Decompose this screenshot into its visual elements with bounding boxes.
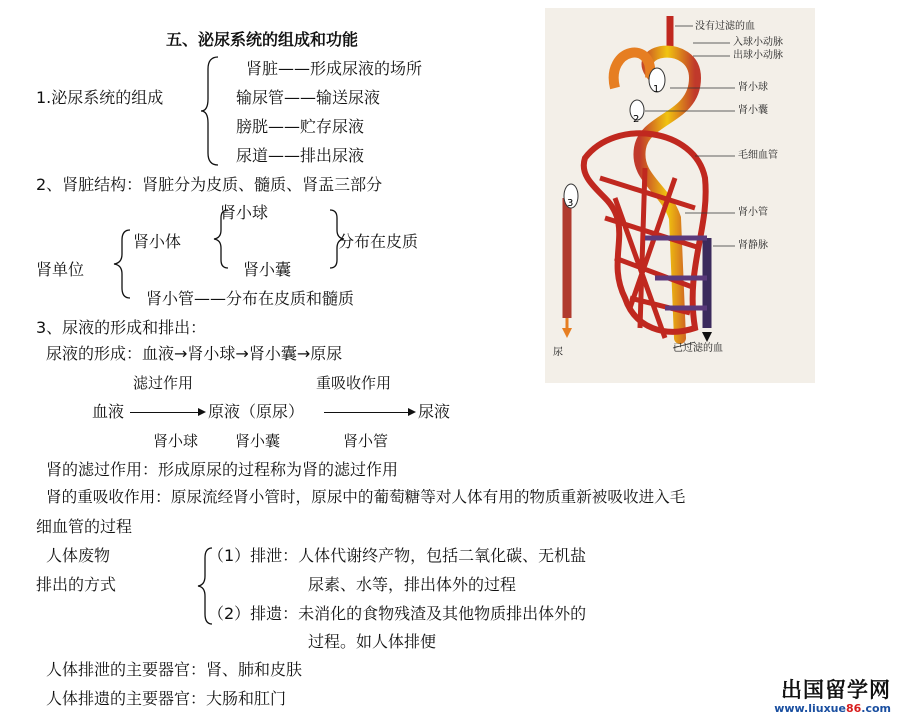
capsule-text: 肾小囊 <box>243 260 292 279</box>
label-capsule: 肾小囊 <box>738 105 768 116</box>
label-unfiltered-blood: 没有过滤的血 <box>695 21 755 32</box>
cortex-note: 分布在皮质 <box>338 232 419 251</box>
label-urine: 尿 <box>553 347 563 358</box>
formation-text: 尿液的形成：血液→肾小球→肾小囊→原尿 <box>46 344 343 363</box>
under-capsule: 肾小囊 <box>235 432 281 450</box>
logo-text: 出国留学网 <box>781 678 891 702</box>
section3-label: 3、尿液的形成和排出： <box>36 318 207 337</box>
reabsorption-label: 重吸收作用 <box>316 374 392 392</box>
label-afferent: 入球小动脉 <box>733 37 783 48</box>
reabsorption-definition-1: 肾的重吸收作用：原尿流经肾小管时，原尿中的葡萄糖等对人体有用的物质重新被吸收进入毛 <box>46 488 686 506</box>
filtration-label: 滤过作用 <box>133 374 194 392</box>
nephron-brace <box>112 228 134 300</box>
corpuscle-text: 肾小体 <box>133 232 182 251</box>
glomerulus-text: 肾小球 <box>220 203 269 222</box>
flow-arrow-1 <box>130 412 204 413</box>
egestion-line-2: 过程。如人体排便 <box>308 632 437 651</box>
excretion-organs: 人体排泄的主要器官：肾、肺和皮肤 <box>46 660 303 679</box>
label-glomerulus: 肾小球 <box>738 82 768 93</box>
section1-brace <box>200 55 222 167</box>
waste-label-2: 排出的方式 <box>36 575 117 594</box>
filter-definition: 肾的滤过作用：形成原尿的过程称为肾的滤过作用 <box>46 460 399 479</box>
marker-1: 1 <box>653 84 660 95</box>
nephron-illustration <box>545 8 815 383</box>
flow-primary-urine: 原液（原尿） <box>208 402 305 421</box>
under-tubule: 肾小管 <box>343 432 389 450</box>
tubule-text: 肾小管——分布在皮质和髓质 <box>146 289 355 308</box>
label-tubule: 肾小管 <box>738 207 768 218</box>
label-capillary: 毛细血管 <box>738 150 778 161</box>
under-glomerulus: 肾小球 <box>153 432 199 450</box>
logo-url: www.liuxue86.com <box>774 702 891 715</box>
flow-blood: 血液 <box>92 402 125 421</box>
site-logo <box>774 680 891 714</box>
reabsorption-definition-2: 细血管的过程 <box>36 517 133 536</box>
flow-urine: 尿液 <box>418 402 451 421</box>
nephron-diagram <box>545 8 815 383</box>
excretion-line-1: （1）排泄：人体代谢终产物，包括二氧化碳、无机盐 <box>208 546 587 565</box>
s1-item-ureter: 输尿管——输送尿液 <box>236 88 381 107</box>
marker-2: 2 <box>633 114 640 125</box>
waste-label-1: 人体废物 <box>46 546 111 565</box>
marker-3: 3 <box>567 198 574 209</box>
flow-arrow-2 <box>324 412 414 413</box>
excretion-line-2: 尿素、水等，排出体外的过程 <box>308 575 517 594</box>
page-title: 五、泌尿系统的组成和功能 <box>166 30 359 49</box>
nephron-text: 肾单位 <box>36 260 85 279</box>
s1-item-bladder: 膀胱——贮存尿液 <box>236 117 365 136</box>
corpuscle-brace <box>212 208 232 270</box>
section2-label: 2、肾脏结构：肾脏分为皮质、髓质、肾盂三部分 <box>36 175 383 194</box>
section1-label: 1.泌尿系统的组成 <box>36 88 164 107</box>
s1-item-urethra: 尿道——排出尿液 <box>236 146 365 165</box>
egestion-organs: 人体排遗的主要器官：大肠和肛门 <box>46 689 287 708</box>
label-efferent: 出球小动脉 <box>733 50 783 61</box>
label-filtered-blood: 已过滤的血 <box>673 343 723 354</box>
s1-item-kidney: 肾脏——形成尿液的场所 <box>246 59 423 78</box>
egestion-line-1: （2）排遗：未消化的食物残渣及其他物质排出体外的 <box>208 604 587 623</box>
label-vein: 肾静脉 <box>738 240 768 251</box>
